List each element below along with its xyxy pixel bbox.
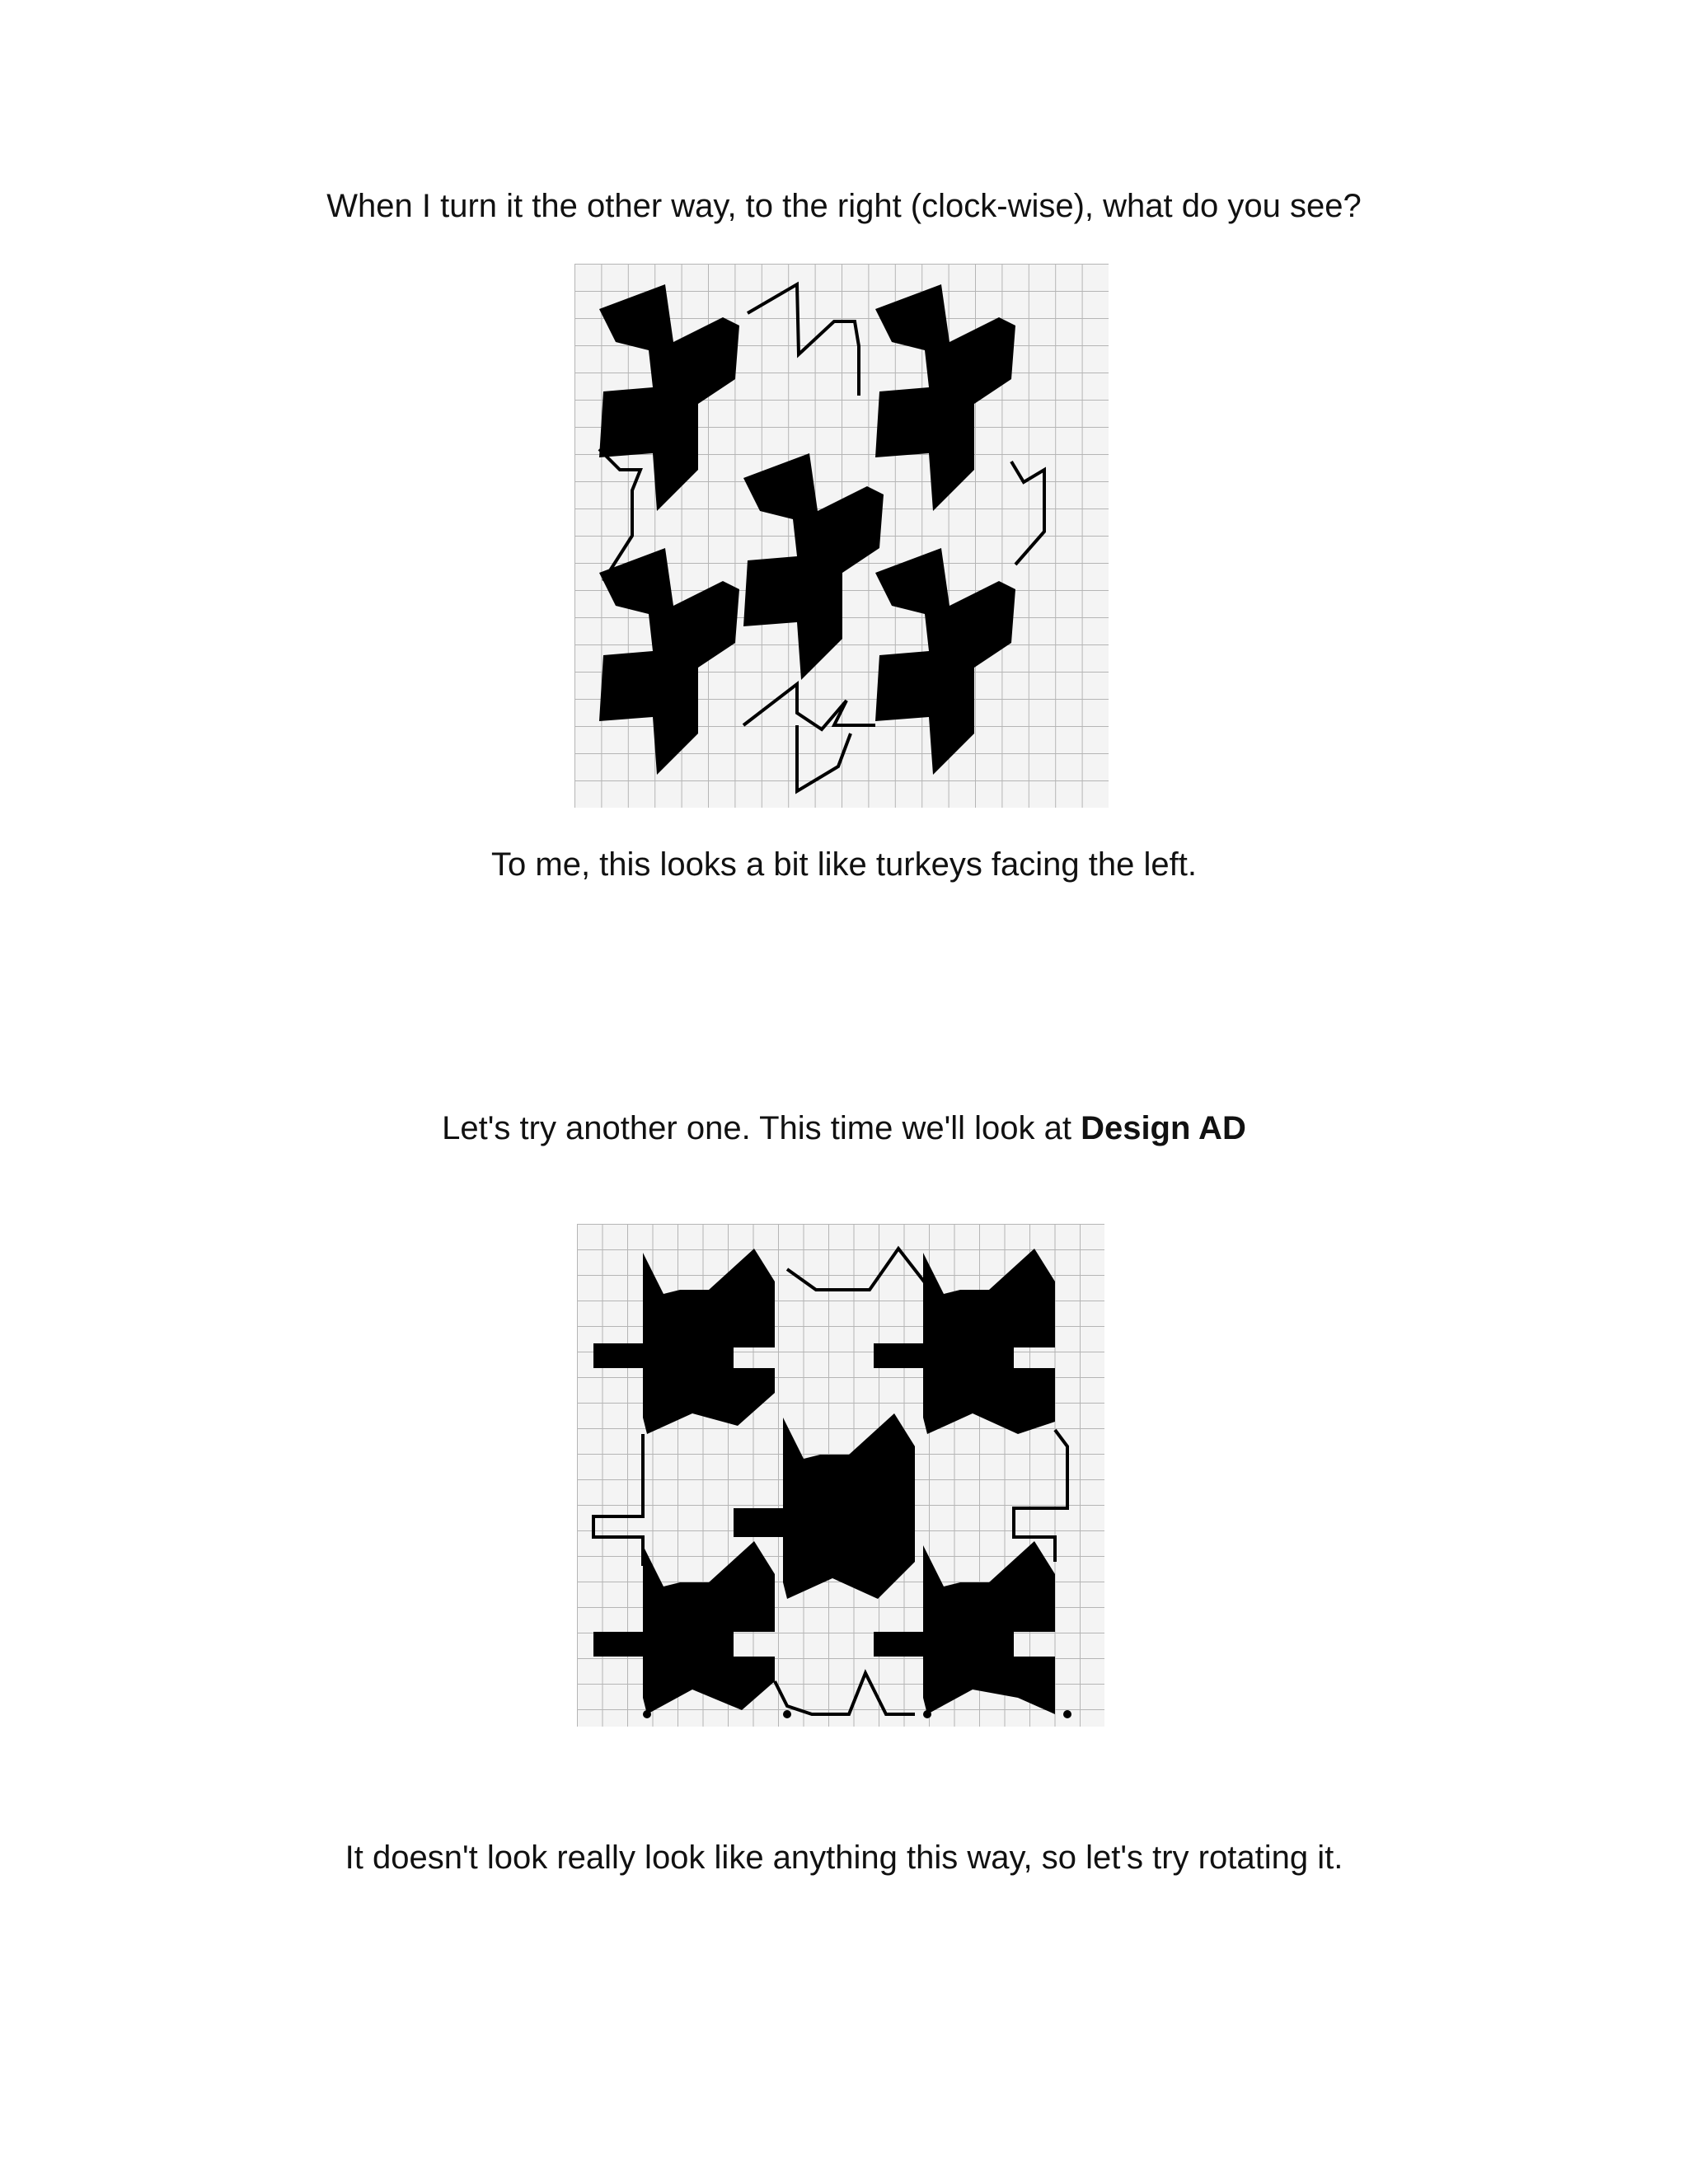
tessellation-turkeys-figure: [574, 264, 1109, 808]
paragraph-design-intro: [0, 1108, 1688, 1148]
paragraph-rotate-suggestion: It doesn't look really look like anything this way, so let's try rotating it.: [345, 1840, 1343, 1876]
design-intro-prefix: Let's try another one. This time we'll look at: [442, 1110, 1081, 1146]
paragraph-turkeys-observation: To me, this looks a bit like turkeys facing the left.: [491, 846, 1197, 883]
paragraph-rotate-question: When I turn it the other way, to the right (clock-wise), what do you see?: [326, 188, 1362, 224]
tessellation-design-ad-figure: [577, 1224, 1104, 1727]
design-name: Design AD: [1081, 1110, 1246, 1146]
